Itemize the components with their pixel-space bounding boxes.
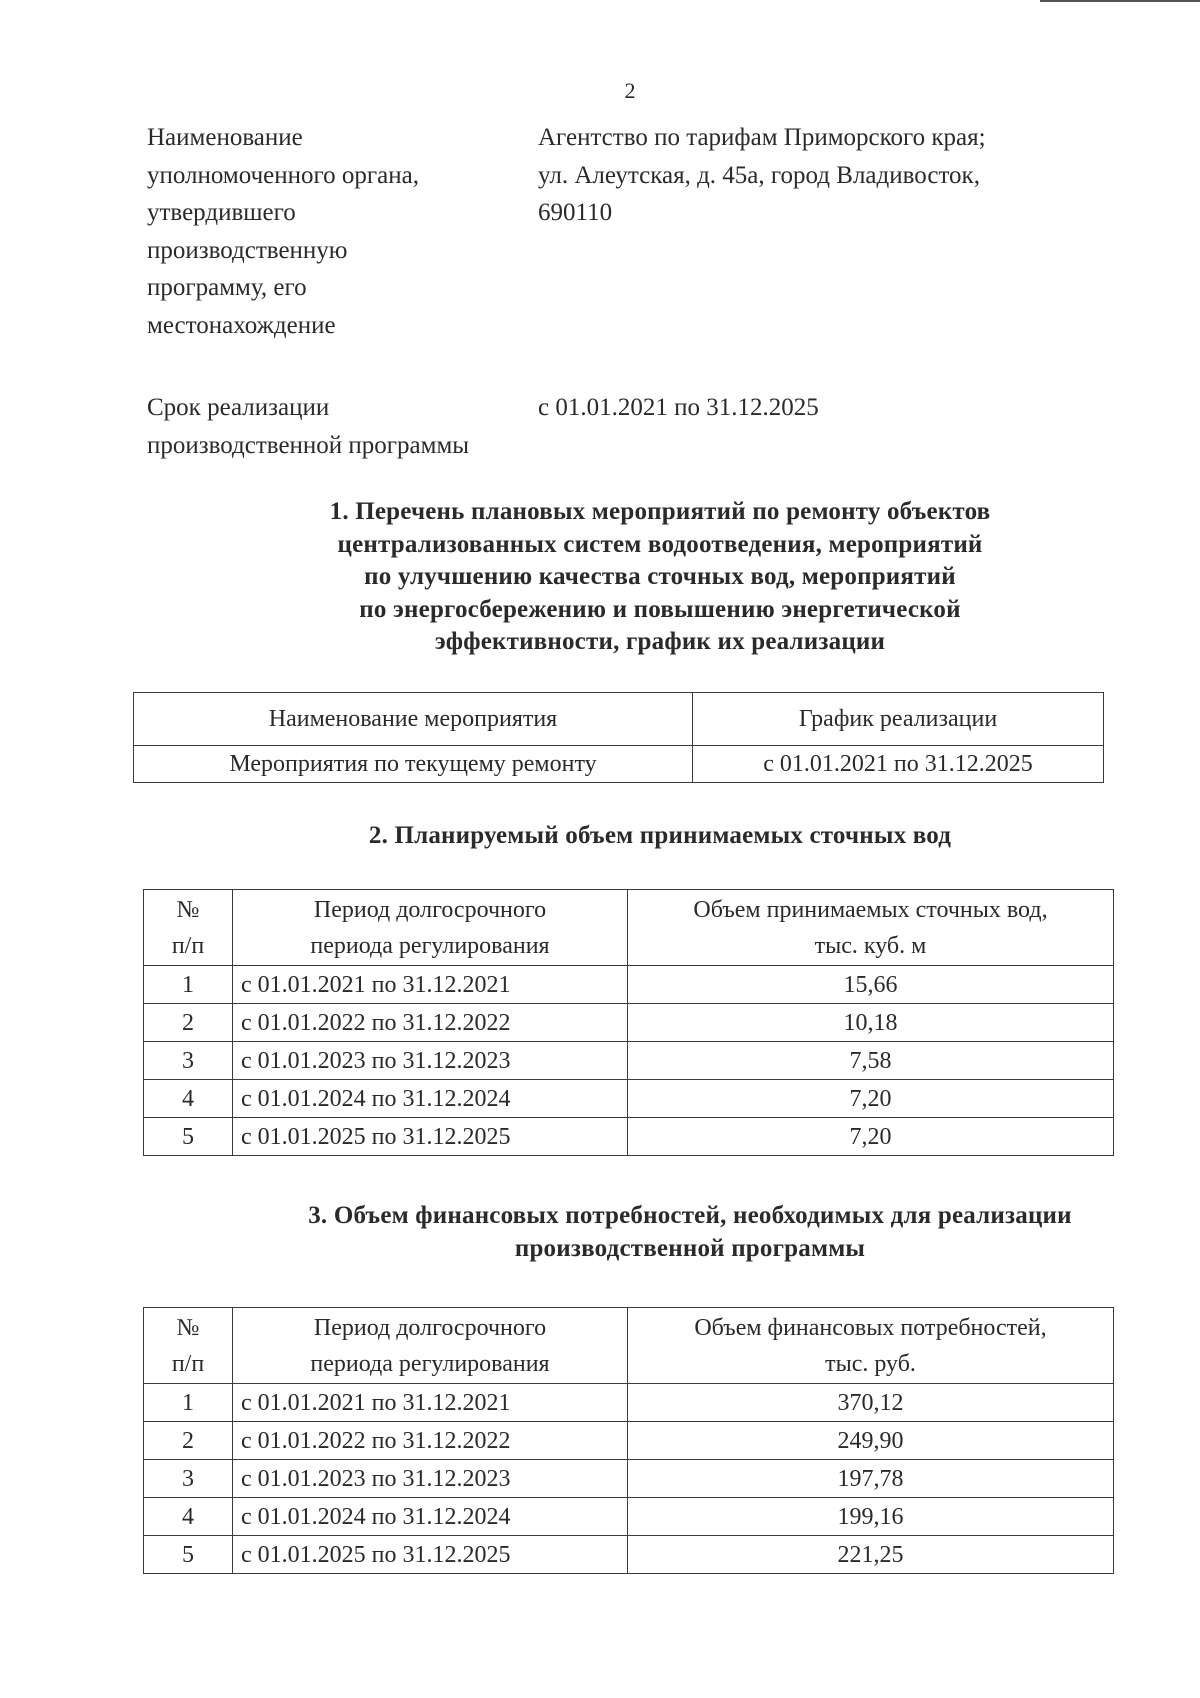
volume-cell: 7,20: [628, 1118, 1114, 1156]
period-cell: с 01.01.2024 по 31.12.2024: [233, 1498, 628, 1536]
row-number-cell: 4: [144, 1080, 233, 1118]
section2-title: 2. Планируемый объем принимаемых сточных вод: [368, 822, 952, 849]
period-cell: с 01.01.2025 по 31.12.2025: [233, 1118, 628, 1156]
period-cell: с 01.01.2022 по 31.12.2022: [233, 1004, 628, 1042]
header-cell: Наименование мероприятия: [134, 693, 693, 746]
row-number-cell: 2: [144, 1422, 233, 1460]
table-row: [144, 1460, 1114, 1498]
period-cell: с 01.01.2021 по 31.12.2021: [233, 1384, 628, 1422]
finance-cell: 197,78: [628, 1460, 1114, 1498]
finance-cell: 370,12: [628, 1384, 1114, 1422]
volume-cell: 7,20: [628, 1080, 1114, 1118]
authority-value: Агентство по тарифам Приморского края; ул. Алеутская, д. 45а, город Владивосток, 690110: [538, 124, 986, 226]
row-number-cell: 1: [144, 966, 233, 1004]
section1-table: [133, 692, 1104, 783]
header-cell: График реализации: [693, 693, 1104, 746]
table-row: [134, 746, 1104, 783]
header-cell: Объем принимаемых сточных вод, тыс. куб. м: [628, 890, 1114, 966]
period-cell: с 01.01.2022 по 31.12.2022: [233, 1422, 628, 1460]
row-number-cell: 5: [144, 1118, 233, 1156]
table-row: [144, 1422, 1114, 1460]
page-number: 2: [624, 78, 636, 103]
section3-title: 3. Объем финансовых потребностей, необходимых для реализации производственной программы: [308, 1202, 1072, 1262]
period-cell: с 01.01.2024 по 31.12.2024: [233, 1080, 628, 1118]
schedule-cell: с 01.01.2021 по 31.12.2025: [693, 746, 1104, 783]
table-header-row: [134, 693, 1104, 746]
table-row: [144, 1498, 1114, 1536]
volume-cell: 15,66: [628, 966, 1114, 1004]
finance-cell: 199,16: [628, 1498, 1114, 1536]
section1-title: 1. Перечень плановых мероприятий по ремонту объектов централизованных систем водоотведения, мероприятий по улучшению качества сточных вод, мероприятий по энергосбережению и повышению энергетической эффективности, график их реализации: [329, 498, 991, 655]
row-number-cell: 1: [144, 1384, 233, 1422]
term-value: с 01.01.2021 по 31.12.2025: [538, 394, 819, 421]
authority-label: Наименование уполномоченного органа, утвердившего производственную программу, его местонахождение: [147, 124, 419, 339]
row-number-cell: 4: [144, 1498, 233, 1536]
table-row: [144, 1080, 1114, 1118]
table-row: [144, 1042, 1114, 1080]
volume-cell: 7,58: [628, 1042, 1114, 1080]
table-row: [144, 1384, 1114, 1422]
header-cell: Период долгосрочного периода регулирования: [233, 1308, 628, 1384]
period-cell: с 01.01.2021 по 31.12.2021: [233, 966, 628, 1004]
header-cell: № п/п: [144, 890, 233, 966]
scan-edge-line: [1040, 0, 1200, 2]
row-number-cell: 5: [144, 1536, 233, 1574]
row-number-cell: 2: [144, 1004, 233, 1042]
header-cell: № п/п: [144, 1308, 233, 1384]
header-cell: Объем финансовых потребностей, тыс. руб.: [628, 1308, 1114, 1384]
table-row: [144, 1536, 1114, 1574]
header-cell: Период долгосрочного периода регулирования: [233, 890, 628, 966]
table-row: [144, 966, 1114, 1004]
row-number-cell: 3: [144, 1460, 233, 1498]
table-header-row: [144, 1308, 1114, 1384]
period-cell: с 01.01.2025 по 31.12.2025: [233, 1536, 628, 1574]
finance-cell: 221,25: [628, 1536, 1114, 1574]
row-number-cell: 3: [144, 1042, 233, 1080]
volume-cell: 10,18: [628, 1004, 1114, 1042]
measure-cell: Мероприятия по текущему ремонту: [134, 746, 693, 783]
table-header-row: [144, 890, 1114, 966]
section2-table: [143, 889, 1114, 1156]
section3-table: [143, 1307, 1114, 1574]
table-row: [144, 1004, 1114, 1042]
period-cell: с 01.01.2023 по 31.12.2023: [233, 1460, 628, 1498]
table-row: [144, 1118, 1114, 1156]
finance-cell: 249,90: [628, 1422, 1114, 1460]
period-cell: с 01.01.2023 по 31.12.2023: [233, 1042, 628, 1080]
term-label: Срок реализации производственной программы: [147, 394, 470, 459]
